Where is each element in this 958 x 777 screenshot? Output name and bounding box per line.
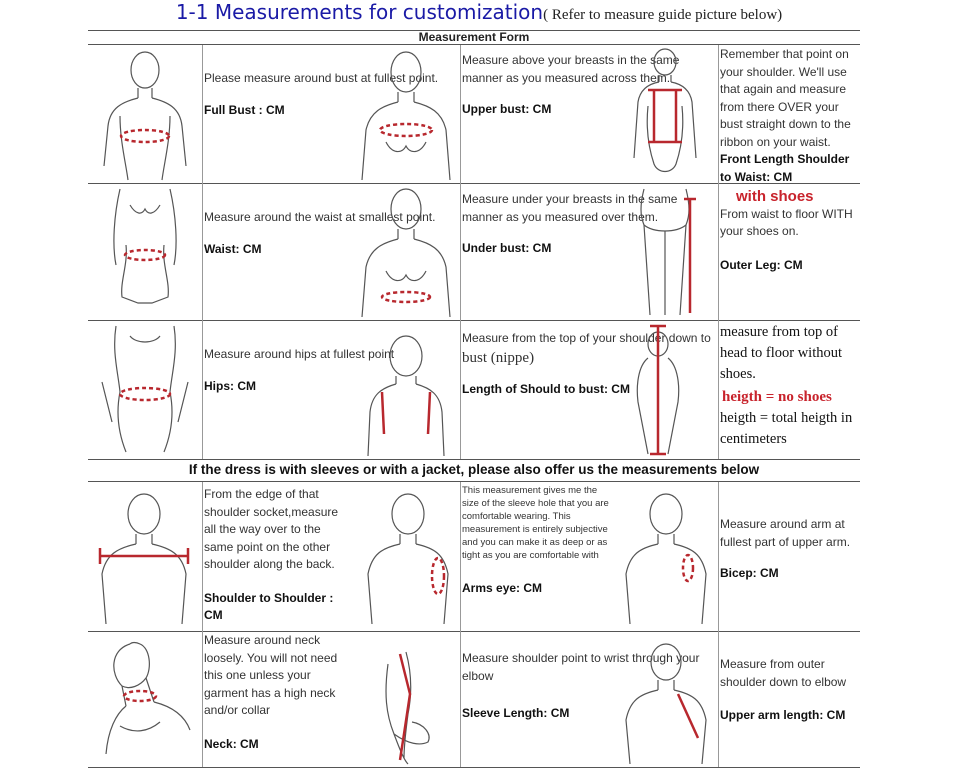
arms-eye-figure — [358, 484, 458, 629]
shoulder-to-shoulder-cell: From the edge of that shoulder socket,measure all the way over to the same point on the other shoulder along the back. Shoulder to Shoulder : CM — [204, 487, 339, 622]
upper-arm-length-cell: Measure from outer shoulder down to elbow Upper arm length: CM — [720, 657, 847, 722]
height-figure — [618, 322, 713, 457]
waist-cell: Measure around the waist at smallest point. Waist: CM — [204, 210, 436, 256]
under-bust-figure — [356, 185, 456, 318]
measurement-form — [88, 28, 860, 768]
shoulder-to-bust-cell: Measure from the top of your shoulder down to bust (nippe) Length of Should to bust: CM — [462, 331, 711, 396]
outer-leg-cell: with shoes From waist to floor WITH your shoes on. Outer Leg: CM — [720, 188, 853, 272]
under-bust-cell: Measure under your breasts in the same manner as you measured over them. Under bust: CM — [462, 192, 678, 255]
neck-cell: Measure around neck loosely. You will not need this one unless your garment has a high neck and/or collar Neck: CM — [204, 633, 338, 751]
shoulder-to-bust-figure — [356, 322, 456, 457]
sleeve-length-figure — [364, 634, 454, 766]
height-cell: measure from top of head to floor without shoes. heigth = no shoes heigth = total heigth in centimeters — [720, 324, 853, 447]
full-bust-figure — [98, 46, 193, 181]
neck-figure — [100, 634, 195, 766]
full-bust-cell: Please measure around bust at fullest point. Full Bust : CM — [204, 71, 439, 117]
bicep-cell: Measure around arm at fullest part of upper arm. Bicep: CM — [720, 517, 851, 580]
upper-arm-length-figure — [616, 634, 716, 766]
page-header — [0, 0, 958, 30]
hips-figure — [98, 322, 193, 457]
sleeves-banner: If the dress is with sleeves or with a jacket, please also offer us the measurements below — [188, 462, 760, 477]
upper-bust-cell: Measure above your breasts in the same manner as you measured across them. Upper bust: CM — [462, 53, 680, 116]
sleeve-length-cell: Measure shoulder point to wrist through your elbow Sleeve Length: CM — [462, 651, 700, 720]
outer-leg-figure — [618, 185, 713, 318]
page-title: 1-1 Measurements for customization — [175, 0, 544, 24]
front-length-cell: Remember that point on your shoulder. We'll use that again and measure from there OVER your bust straight down to the ribbon on your waist. Front Length Shoulder to Waist: CM — [720, 47, 851, 184]
hips-cell: Measure around hips at fullest point Hips: CM — [204, 347, 395, 393]
form-title: Measurement Form — [418, 30, 530, 44]
upper-bust-figure — [356, 46, 456, 181]
shoulder-to-shoulder-figure — [94, 484, 194, 629]
arms-eye-cell: This measurement gives me the size of the sleeve hole that you are comfortable wearing. This measurement is entirely subjective and you can make it as deep or as tight as you are comfortable with Arms eye: CM — [462, 485, 609, 595]
waist-figure — [98, 185, 193, 318]
front-length-figure — [618, 46, 713, 181]
page-subtitle: ( Refer to measure guide picture below) — [543, 7, 783, 23]
bicep-figure — [616, 484, 716, 629]
